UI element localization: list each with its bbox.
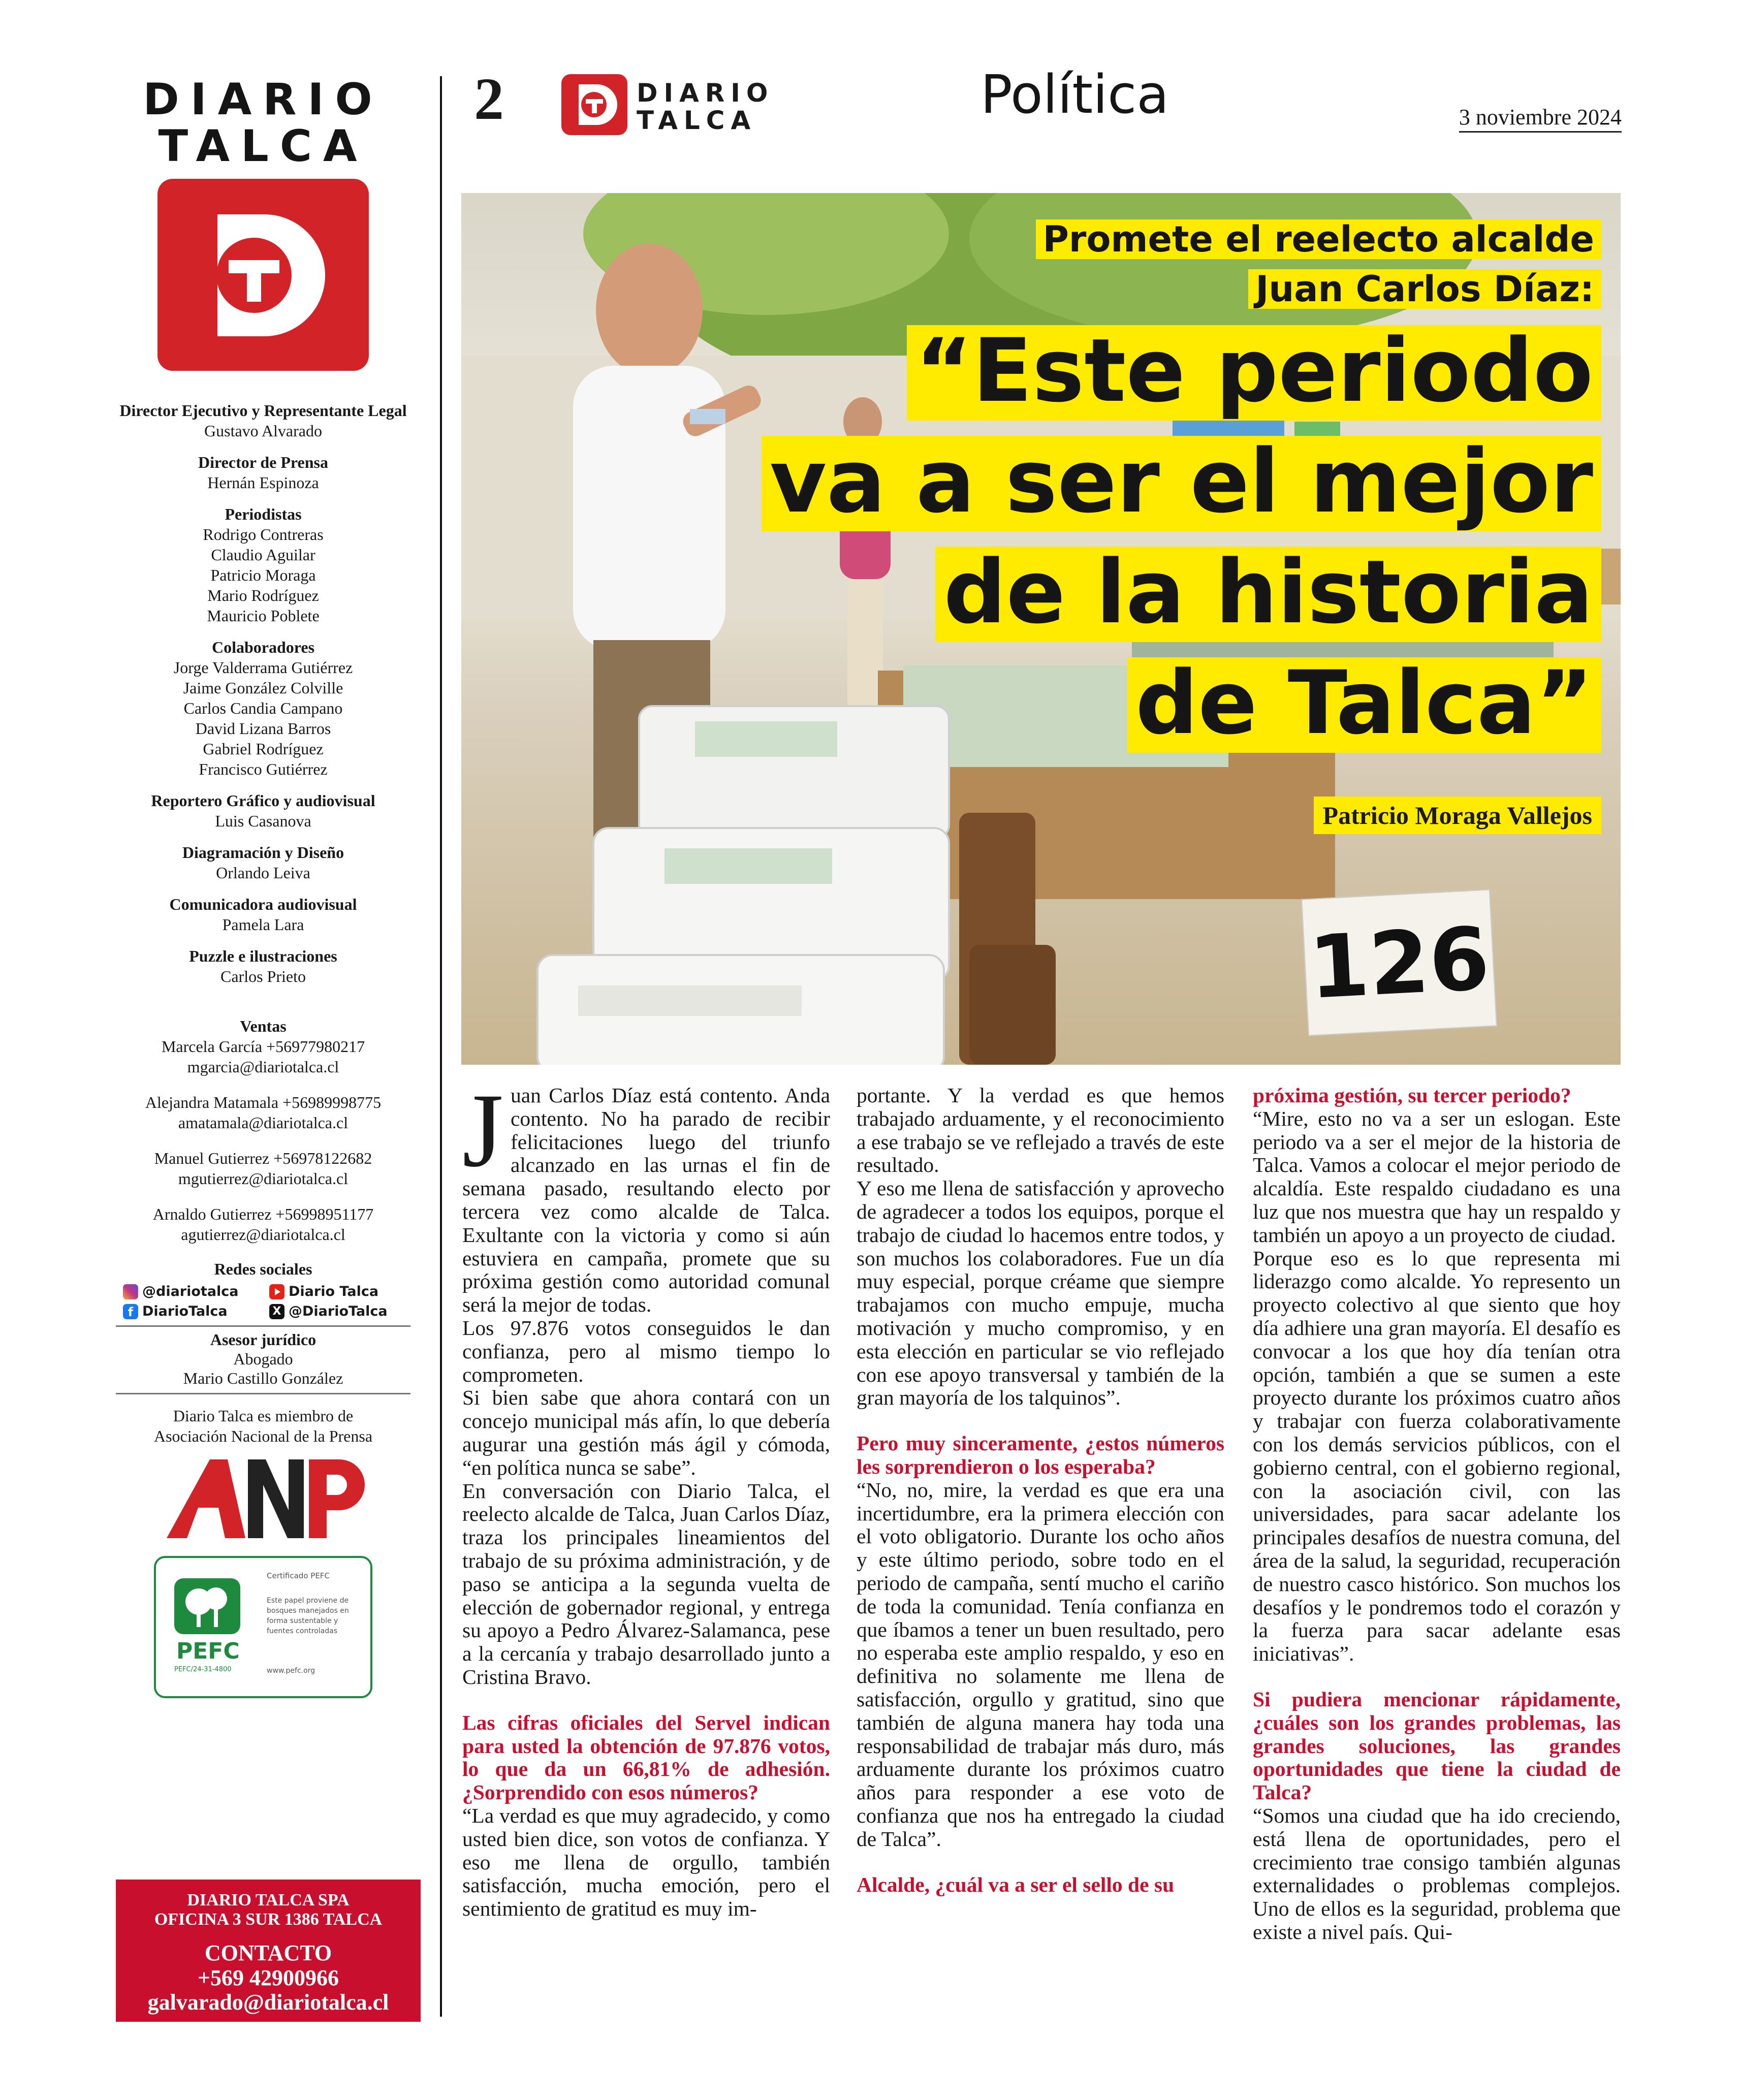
social-link-instagram[interactable] — [123, 1284, 264, 1299]
spacer — [857, 1410, 1224, 1432]
sales-contact-email[interactable]: agutierrez@diariotalca.cl — [181, 1225, 345, 1244]
anp-logo-icon — [162, 1454, 365, 1541]
credit-group — [116, 790, 410, 831]
pefc-code: PEFC/24-31-4800 — [174, 1666, 232, 1673]
credit-name: Hernán Espinoza — [207, 473, 319, 492]
legal-line1: Abogado — [233, 1350, 293, 1368]
facebook-icon: f — [123, 1304, 138, 1319]
interview-question: Las cifras oficiales del Servel indican para usted la obtención de 97.876 votos, lo que da un 66,81% de adhesión. ¿Sorprendido con esos números? — [462, 1710, 830, 1804]
credit-name: Pamela Lara — [222, 915, 304, 934]
paragraph — [462, 1072, 830, 1317]
credit-name: Mario Rodríguez — [207, 586, 319, 604]
credit-role: Diagramación y Diseño — [182, 843, 344, 862]
pefc-brand: PEFC — [176, 1638, 240, 1664]
table-number-sign: 126 — [1301, 889, 1497, 1036]
paragraph-text: uan Carlos Díaz está contento. Anda contento. No ha parado de recibir felicitaciones luego del triunfo alcanzado en las urnas el fin de semana pasado, resultando electo por tercera vez como alcalde de Talca. Exultante con la victoria y como si aún estuviera en campaña, promete que su próxima gestión como autoridad comunal será la mejor de todas. — [462, 1084, 830, 1317]
credit-name: Luis Casanova — [215, 812, 311, 830]
social-label: Diario Talca — [289, 1284, 379, 1299]
pefc-certificate — [154, 1556, 372, 1698]
instagram-icon — [123, 1284, 138, 1299]
pefc-title: Certificado PEFC — [267, 1571, 330, 1580]
credit-name: Orlando Leiva — [216, 864, 310, 882]
spacer — [857, 1851, 1224, 1873]
credit-name: Gustavo Alvarado — [204, 422, 322, 440]
sales-contact-email[interactable]: amatamala@diariotalca.cl — [178, 1113, 349, 1132]
header-logo — [561, 74, 775, 143]
anp-line1: Diario Talca es miembro de — [173, 1407, 354, 1425]
headline-line4: de Talca” — [1127, 657, 1601, 753]
social-label: @DiarioTalca — [289, 1303, 388, 1319]
contact-office: OFICINA 3 SUR 1386 TALCA — [154, 1910, 383, 1929]
divider — [116, 1393, 410, 1394]
interview-answer: “Mire, esto no va a ser un eslogan. Este periodo va a ser el mejor de la historia de Talca. Vamos a colocar el mejor periodo de alcaldía. Este respaldo ciudadano es una luz que nos muestra que hay un respaldo y también un apoyo a un proyecto de ciudad. — [1253, 1106, 1621, 1247]
sales-contact — [116, 1092, 410, 1133]
paragraph: Y eso me llena de satisfacción y aprovecho de agradecer a todos los equipos, porque el trabajo de ciudad lo hacemos entre todos, y son muchos los colaboradores. Fue un día muy especial, porque créame que siempre trabajamos con mucho empuje, mucha motivación y mucho compromiso, y en esta elección en particular se vio reflejado con ese apoyo transversal y también de la gran mayoría de los talquinos”. — [857, 1176, 1224, 1410]
sales-contact — [116, 1148, 410, 1189]
credit-name: Carlos Prieto — [220, 967, 306, 985]
paragraph: Si bien sabe que ahora contará con un concejo municipal más afín, lo que debería augurar una gestión más ágil y cómoda, “en política nunca se sabe”. — [462, 1386, 830, 1479]
interview-answer: Porque eso es lo que representa mi liderazgo como alcalde. Yo represento un proyecto colectivo al que siento que hoy día adhiere una gran mayoría. El desafío es convocar a los que hoy día tenían otra opción, también a que se sumen a este proyecto durante los próximos cuatro años y trabajar con fuerza colaborativamente con los demás servicios públicos, con el gobierno central, con el gobierno regional, con la asociación civil, con las universidades, para sacar adelante los principales desafíos de nuestra comuna, del área de la salud, la seguridad, recuperación de nuestro casco histórico. Son muchos los desafíos y le pondremos todo el corazón y la fuerza para sacar adelante esas iniciativas”. — [1253, 1246, 1621, 1666]
paragraph: portante. Y la verdad es que hemos trabajado arduamente, y el reconocimiento a ese trabajo se ve reflejado a través de este resultado. — [857, 1084, 1224, 1177]
contact-email[interactable]: galvarado@diariotalca.cl — [147, 1990, 389, 2015]
credit-name: Rodrigo Contreras — [203, 525, 324, 544]
header-brand-line1: DIARIO — [637, 78, 774, 108]
contact-box — [116, 1880, 421, 2022]
staff-credits — [116, 400, 410, 987]
sales-contact — [116, 1036, 410, 1077]
sales-contacts — [116, 1016, 410, 1245]
credit-group — [116, 504, 410, 626]
pefc-body: Este papel proviene de bosques manejados en forma sustentable y fuentes controladas — [267, 1597, 349, 1635]
sales-title: Ventas — [240, 1017, 287, 1035]
pefc-url: www.pefc.org — [267, 1667, 315, 1675]
article-column-3 — [1253, 1084, 1621, 1944]
spacer — [462, 1689, 830, 1711]
credit-group — [116, 637, 410, 779]
social-label: DiarioTalca — [142, 1303, 228, 1319]
brand-wordmark-line2: TALCA — [158, 121, 368, 172]
credit-group — [116, 946, 410, 987]
interview-question: Si pudiera mencionar rápidamente, ¿cuáles son los grandes problemas, las grandes soluciones, las grandes oportunidades que tiene la ciudad de Talca? — [1253, 1687, 1621, 1804]
anp-membership — [116, 1406, 410, 1446]
interview-answer: “Somos una ciudad que ha ido creciendo, está llena de oportunidades, pero el crecimiento trae consigo también algunas externalidades o problemas complejos. Uno de ellos es la seguridad, problema que existe a nivel país. Qui- — [1253, 1803, 1621, 1944]
credit-name: Jorge Valderrama Gutiérrez — [173, 658, 353, 677]
anp-line2: Asociación Nacional de la Prensa — [153, 1427, 373, 1445]
social-link-x[interactable] — [269, 1303, 410, 1319]
diario-talca-logo-icon — [157, 179, 369, 371]
credit-role: Comunicadora audiovisual — [169, 895, 357, 913]
youtube-icon — [269, 1284, 284, 1299]
credit-role: Periodistas — [225, 505, 302, 523]
credit-role: Colaboradores — [211, 638, 315, 656]
contact-phone[interactable]: +569 42900966 — [197, 1965, 339, 1990]
header-brand-line2: TALCA — [637, 106, 757, 135]
spacer — [1253, 1666, 1621, 1688]
article-photo — [461, 193, 1621, 1065]
credit-name: David Lizana Barros — [195, 719, 331, 738]
credit-role: Director Ejecutivo y Representante Legal — [119, 401, 407, 420]
credit-group — [116, 400, 410, 441]
social-title: Redes sociales — [214, 1260, 312, 1278]
credit-name: Carlos Candia Campano — [183, 699, 343, 717]
divider — [116, 1325, 410, 1327]
headline-kicker-line2: Juan Carlos Díaz: — [1248, 269, 1601, 309]
brand-wordmark-line1: DIARIO — [143, 74, 384, 125]
social-link-facebook[interactable] — [123, 1303, 264, 1319]
pefc-tree-icon — [174, 1578, 240, 1634]
legal-line2: Mario Castillo González — [183, 1369, 343, 1387]
headline-line3: de la historia — [935, 547, 1601, 642]
sales-contact-phone: Arnaldo Gutierrez +56998951177 — [152, 1205, 374, 1223]
column-divider — [440, 76, 442, 2017]
page-number: 2 — [474, 66, 504, 132]
sales-contact-email[interactable]: mgarcia@diariotalca.cl — [187, 1058, 339, 1076]
interview-question: Alcalde, ¿cuál va a ser el sello de su — [857, 1872, 1175, 1896]
social-link-youtube[interactable] — [269, 1284, 410, 1299]
sales-contact-phone: Marcela García +56977980217 — [161, 1037, 365, 1056]
credit-name: Gabriel Rodríguez — [203, 740, 324, 758]
legal-advisor — [116, 1330, 410, 1388]
article-column-2 — [857, 1084, 1224, 1896]
interview-question-continued: próxima gestión, su tercer periodo? — [1253, 1084, 1571, 1107]
byline: Patricio Moraga Vallejos — [1314, 797, 1601, 834]
credit-name: Mauricio Poblete — [207, 607, 320, 625]
legal-title: Asesor jurídico — [210, 1330, 317, 1349]
credit-role: Puzzle e ilustraciones — [189, 947, 337, 965]
paragraph: En conversación con Diario Talca, el reelecto alcalde de Talca, Juan Carlos Díaz, traza los principales lineamientos del trabajo de su próxima administración, y de paso se anticipa a la segunda vuelta de elección de gobernador regional, y entrega su apoyo a Pedro Álvarez-Salamanca, pese a la cercanía y trabajo desarrollado junto a Cristina Bravo. — [462, 1479, 830, 1689]
dropcap: J — [462, 1072, 503, 1189]
headline-line1: “Este periodo — [907, 325, 1601, 421]
interview-answer: “No, no, mire, la verdad es que era una incertidumbre, era la primera elección con el voto obligatorio. Durante los ocho años y este último periodo, sobre todo en el periodo de campaña, sentí mucho el cariño de toda la comunidad. Tenía confianza en que íbamos a tener un buen resultado, pero no esperaba este amplio respaldo, y eso en definitiva no solamente me llena de satisfacción, orgullo y gratitud, sino que también de alguna manera hay toda una responsabilidad de trabajar más duro, más arduamente durante los próximos cuatro años para responder a ese voto de confianza que nos ha entregado la ciudad de Talca”. — [857, 1478, 1224, 1851]
interview-answer: “La verdad es que muy agradecido, y como usted bien dice, son votos de confianza. Y eso me llena de orgullo, también satisfacción, mucha emoción, pero el sentimiento de gratitud es muy im- — [462, 1803, 830, 1921]
credit-name: Claudio Aguilar — [211, 546, 315, 564]
credit-role: Reportero Gráfico y audiovisual — [151, 791, 375, 810]
sales-contact-phone: Alejandra Matamala +56989998775 — [145, 1093, 382, 1111]
paragraph: Los 97.876 votos conseguidos le dan confianza, pero al mismo tiempo lo comprometen. — [462, 1316, 830, 1386]
contact-company: DIARIO TALCA SPA — [187, 1891, 350, 1910]
credit-group — [116, 842, 410, 883]
sales-contact-phone: Manuel Gutierrez +56978122682 — [154, 1149, 372, 1167]
interview-question: Pero muy sinceramente, ¿estos números les sorprendieron o los esperaba? — [857, 1431, 1224, 1478]
sales-contact — [116, 1204, 410, 1245]
article-column-1 — [462, 1072, 830, 1921]
credit-group — [116, 894, 410, 935]
contact-title: CONTACTO — [204, 1940, 332, 1965]
credit-name: Patricio Moraga — [210, 566, 316, 584]
sidebar-masthead — [116, 76, 410, 2022]
sales-contact-email[interactable]: mgutierrez@diariotalca.cl — [178, 1169, 349, 1188]
credit-group — [116, 452, 410, 493]
issue-date: 3 noviembre 2024 — [1459, 104, 1622, 133]
headline-kicker-line1: Promete el reelecto alcalde — [1036, 219, 1601, 259]
section-title: Política — [980, 63, 1169, 125]
credit-name: Jaime González Colville — [183, 679, 343, 697]
x-icon: X — [269, 1304, 284, 1319]
social-links — [123, 1284, 410, 1319]
credit-role: Director de Prensa — [198, 453, 328, 471]
headline-line2: va a ser el mejor — [762, 436, 1601, 531]
social-label: @diariotalca — [142, 1284, 239, 1299]
credit-name: Francisco Gutiérrez — [199, 760, 328, 778]
